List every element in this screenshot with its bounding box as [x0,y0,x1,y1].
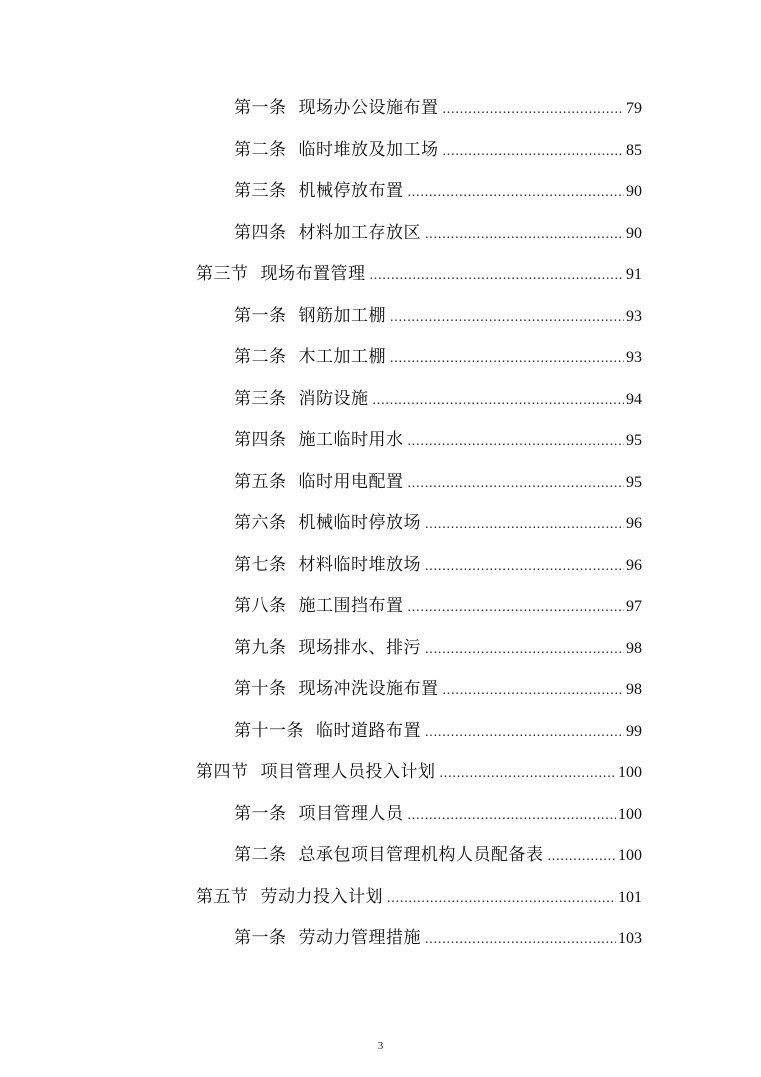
toc-entry-title: 劳动力投入计划 [260,886,383,907]
toc-entry[interactable] [234,213,642,255]
toc-entry-page: 97 [626,598,642,615]
toc-entry-title: 机械临时停放场 [298,513,421,533]
toc-section-entry[interactable] [196,254,642,296]
toc-entry-title: 施工临时用水 [298,430,404,450]
toc-entry[interactable] [234,586,642,628]
table-of-contents [0,88,761,960]
toc-entry-page: 100 [618,847,642,864]
toc-entry-number: 第一条 [234,305,287,326]
toc-entry[interactable] [234,711,642,753]
toc-entry-number: 第一条 [234,98,287,118]
toc-entry-title: 消防设施 [298,388,369,409]
toc-entry-number: 第五节 [196,886,249,907]
page-number: 3 [377,1040,384,1052]
toc-entry-title: 材料加工存放区 [298,222,421,243]
toc-entry-title: 钢筋加工棚 [298,305,386,326]
toc-entry[interactable] [234,88,642,130]
toc-entry-title: 木工加工棚 [298,347,386,367]
toc-dot-leader [408,795,617,837]
toc-entry[interactable] [234,171,642,213]
toc-entry[interactable] [234,628,642,670]
toc-dot-leader [408,421,625,463]
toc-entry-number: 第六条 [234,513,287,533]
toc-entry-title: 施工围挡布置 [298,596,404,616]
toc-entry-page: 85 [626,141,642,159]
toc-entry[interactable] [234,503,642,545]
toc-dot-leader [390,297,624,339]
toc-entry[interactable] [234,337,642,379]
toc-dot-leader [408,587,625,629]
toc-entry-page: 101 [618,888,642,906]
toc-entry-number: 第四条 [234,222,287,243]
toc-entry-number: 第三节 [196,264,249,284]
toc-entry-number: 第一条 [234,803,287,824]
toc-dot-leader [387,878,616,920]
toc-entry[interactable] [234,296,642,338]
toc-entry-number: 第十一条 [234,720,304,741]
toc-entry[interactable] [234,918,642,960]
toc-dot-leader [443,131,625,173]
toc-entry-page: 90 [626,183,642,200]
toc-entry-title: 临时道路布置 [316,720,421,741]
toc-dot-leader [425,546,624,588]
toc-dot-leader [390,338,624,380]
toc-entry[interactable] [234,130,642,172]
toc-dot-leader [425,504,624,546]
toc-entry-number: 第九条 [234,637,287,658]
toc-section-entry[interactable] [196,752,642,794]
toc-entry[interactable] [234,420,642,462]
toc-entry-title: 项目管理人员投入计划 [260,762,436,782]
toc-entry-title: 现场办公设施布置 [298,98,439,118]
toc-entry-page: 79 [626,100,642,117]
toc-entry-page: 100 [618,764,642,781]
toc-dot-leader [425,919,616,961]
toc-entry-title: 机械停放布置 [298,181,404,201]
toc-dot-leader [440,753,617,795]
toc-entry[interactable] [234,545,642,587]
toc-dot-leader [373,380,625,422]
toc-dot-leader [425,629,624,671]
toc-entry-page: 99 [626,722,642,740]
toc-entry-number: 第四条 [234,430,287,450]
toc-entry-title: 现场冲洗设施布置 [298,679,439,699]
toc-entry-title: 现场布置管理 [260,264,366,284]
toc-entry-page: 90 [626,224,642,242]
toc-entry-number: 第七条 [234,554,287,575]
toc-dot-leader [425,712,624,754]
toc-entry-number: 第二条 [234,139,287,160]
toc-entry-page: 94 [626,390,642,408]
toc-entry-page: 100 [618,805,642,823]
toc-dot-leader [443,89,625,131]
toc-entry-number: 第二条 [234,347,287,367]
toc-entry-number: 第三条 [234,388,287,409]
toc-entry-page: 95 [626,473,642,491]
toc-entry-number: 第五条 [234,471,287,492]
toc-dot-leader [443,670,625,712]
toc-entry-title: 现场排水、排污 [298,637,421,658]
toc-dot-leader [408,172,625,214]
toc-entry-title: 项目管理人员 [298,803,404,824]
toc-entry-number: 第八条 [234,596,287,616]
toc-entry-page: 91 [626,266,642,283]
toc-entry-page: 98 [626,639,642,657]
toc-entry-title: 临时用电配置 [298,471,404,492]
toc-entry-title: 总承包项目管理机构人员配备表 [298,845,544,865]
toc-dot-leader [548,836,617,878]
toc-entry-title: 劳动力管理措施 [298,928,421,948]
toc-entry-number: 第二条 [234,845,287,865]
toc-entry[interactable] [234,462,642,504]
toc-entry-number: 第四节 [196,762,249,782]
toc-dot-leader [370,255,625,297]
toc-entry-number: 第十条 [234,679,287,699]
toc-section-entry[interactable] [196,877,642,919]
toc-entry-title: 材料临时堆放场 [298,554,421,575]
toc-entry-page: 93 [626,307,642,325]
toc-dot-leader [425,214,624,256]
toc-entry-page: 95 [626,432,642,449]
toc-entry[interactable] [234,379,642,421]
toc-entry[interactable] [234,794,642,836]
toc-entry-page: 98 [626,681,642,698]
toc-entry[interactable] [234,669,642,711]
toc-entry-number: 第三条 [234,181,287,201]
toc-entry-number: 第一条 [234,928,287,948]
toc-entry-page: 93 [626,349,642,366]
toc-entry[interactable] [234,835,642,877]
toc-entry-page: 96 [626,515,642,532]
toc-entry-page: 96 [626,556,642,574]
toc-dot-leader [408,463,625,505]
toc-entry-page: 103 [618,930,642,947]
toc-entry-title: 临时堆放及加工场 [298,139,439,160]
